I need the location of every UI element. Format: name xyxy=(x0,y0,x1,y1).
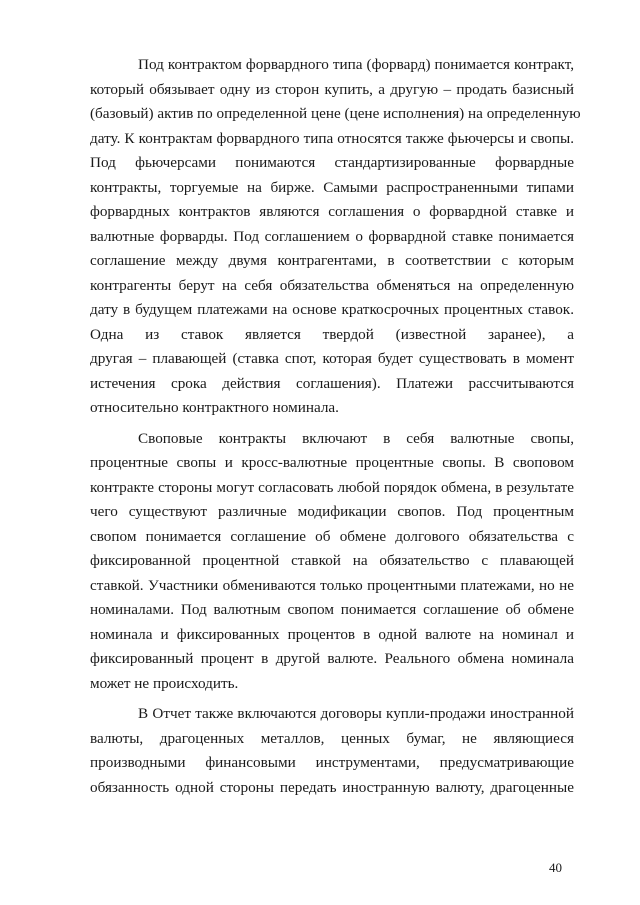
text-line: относительно контрактного номинала. xyxy=(90,399,339,416)
text-line: обязанность одной стороны передать иностранную валюту, драгоценные xyxy=(90,778,574,796)
text-line: валюты, драгоценных металлов, ценных бумаг, не являющиеся xyxy=(90,729,574,747)
text-line: дату в будущем платежами на основе краткосрочных процентных ставок. xyxy=(90,301,574,318)
text-line: свопом понимается соглашение об обмене долгового обязательства с xyxy=(90,527,574,545)
text-line: Под фьючерсами понимаются стандартизированные форвардные xyxy=(90,154,574,171)
text-line: ставкой. Участники обмениваются только процентными платежами, но не xyxy=(90,576,574,594)
text-line: (базовый) актив по определенной цене (цене исполнения) на определенную xyxy=(90,105,581,122)
text-line: контрагенты берут на себя обязательства обменяться на определенную xyxy=(90,276,574,294)
paragraph-forward-contracts xyxy=(90,53,581,421)
text-line: фиксированной процентной ставкой на обязательство с плавающей xyxy=(90,552,574,569)
page-number: 40 xyxy=(549,860,562,875)
text-line: чего существуют различные модификации свопов. Под процентным xyxy=(90,503,574,520)
document-page xyxy=(90,53,581,800)
text-line: контракты, торгуемые на бирже. Самыми распространенными типами xyxy=(90,178,574,196)
text-line: процентные свопы и кросс-валютные процентные свопы. В своповом xyxy=(90,454,574,471)
paragraph-report-contracts xyxy=(90,702,574,800)
text-line: фиксированный процент в другой валюте. Реального обмена номинала xyxy=(90,650,574,667)
paragraph-swap-contracts xyxy=(90,427,574,697)
text-line: может не происходить. xyxy=(90,674,239,692)
text-line: Своповые контракты включают в себя валютные свопы, xyxy=(138,429,574,447)
text-line: валютные форварды. Под соглашением о форвардной ставке понимается xyxy=(90,227,574,245)
text-line: другая – плавающей (ставка спот, которая будет существовать в момент xyxy=(90,350,574,367)
text-line: соглашение между двумя контрагентами, в соответствии с которым xyxy=(90,252,574,269)
text-line: который обязывает одну из сторон купить, а другую – продать базисный xyxy=(90,80,574,98)
text-line: контракте стороны могут согласовать любой порядок обмена, в результате xyxy=(90,478,574,496)
text-line: Одна из ставок является твердой (известной заранее), а xyxy=(90,325,574,343)
text-line: В Отчет также включаются договоры купли-продажи иностранной xyxy=(138,705,574,722)
text-line: производными финансовыми инструментами, предусматривающие xyxy=(90,754,574,771)
text-line: номиналами. Под валютным свопом понимается соглашение об обмене xyxy=(90,601,574,618)
text-line: номинала и фиксированных процентов в одной валюте на номинал и xyxy=(90,625,574,643)
text-line: форвардных контрактов являются соглашения о форвардной ставке и xyxy=(90,203,574,220)
text-line: Под контрактом форвардного типа (форвард) понимается контракт, xyxy=(138,56,574,73)
text-line: дату. К контрактам форвардного типа относятся также фьючерсы и свопы. xyxy=(90,129,574,147)
text-line: истечения срока действия соглашения). Платежи рассчитываются xyxy=(90,374,574,392)
